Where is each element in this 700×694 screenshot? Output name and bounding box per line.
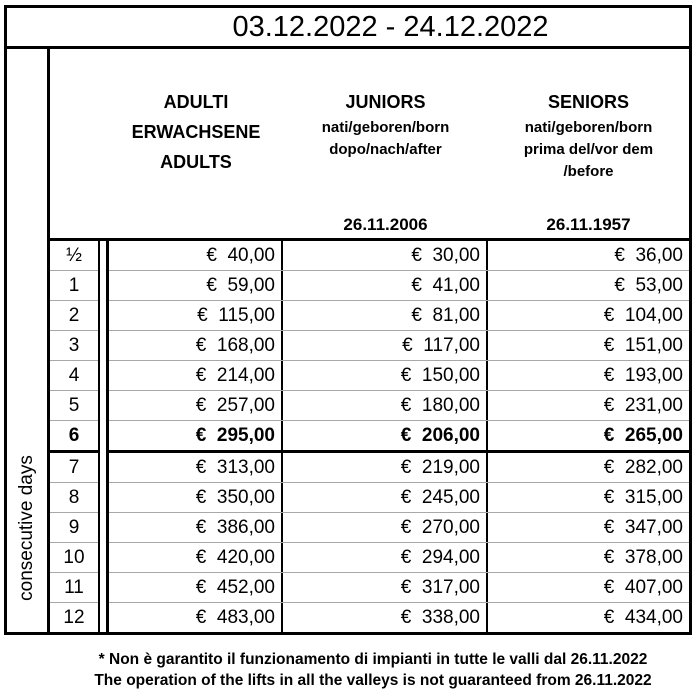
day-cell: 7	[50, 453, 98, 483]
price-table	[4, 5, 692, 635]
price-cell-juniors: € 317,00	[283, 573, 488, 602]
column-header-juniors	[283, 49, 488, 238]
adults-label-en: ADULTS	[160, 152, 232, 172]
price-cell-juniors: € 150,00	[283, 361, 488, 390]
price-cell-adults: € 40,00	[109, 241, 283, 270]
price-cell-seniors: € 104,00	[603, 304, 683, 326]
price-row	[109, 331, 689, 361]
consecutive-days-label: consecutive days	[16, 455, 37, 601]
price-cell-seniors: € 193,00	[603, 364, 683, 386]
price-cell-juniors: € 180,00	[283, 391, 488, 420]
price-row	[109, 603, 689, 632]
price-cell-seniors: € 265,00	[603, 424, 683, 446]
adults-label-it: ADULTI	[163, 92, 229, 112]
price-cell-adults: € 420,00	[109, 543, 283, 572]
juniors-subtitle-1: nati/geboren/born	[321, 119, 450, 136]
price-cell-adults: € 295,00	[109, 421, 283, 450]
day-cell: 11	[50, 573, 98, 603]
price-cell-juniors: € 81,00	[283, 301, 488, 330]
date-range-title: 03.12.2022 - 24.12.2022	[232, 10, 549, 43]
price-row	[109, 361, 689, 391]
price-cell-adults: € 257,00	[109, 391, 283, 420]
price-row	[109, 573, 689, 603]
price-cell-adults: € 350,00	[109, 483, 283, 512]
days-column	[50, 241, 100, 632]
table-main	[50, 49, 689, 632]
footnote-english: The operation of the lifts in all the valleys is not guaranteed from 26.11.2022	[94, 672, 652, 689]
price-cell-juniors: € 219,00	[283, 453, 488, 482]
juniors-subtitle-2: dopo/nach/after	[329, 141, 442, 158]
price-row	[109, 543, 689, 573]
seniors-subtitle-3: /before	[563, 163, 614, 180]
price-cell-adults: € 452,00	[109, 573, 283, 602]
day-cell: 12	[63, 606, 85, 628]
column-header-adults	[109, 49, 283, 238]
footnote-italian: * Non è garantito il funzionamento di impianti in tutte le valli dal 26.11.2022	[98, 651, 648, 668]
day-cell: 4	[50, 361, 98, 391]
price-cell-seniors: € 36,00	[614, 244, 683, 266]
column-headers	[50, 49, 689, 238]
price-cell-juniors: € 245,00	[283, 483, 488, 512]
price-cell-seniors: € 282,00	[603, 456, 683, 478]
seniors-subtitle-1: nati/geboren/born	[524, 119, 653, 136]
price-cell-juniors: € 270,00	[283, 513, 488, 542]
price-cell-seniors: € 53,00	[614, 274, 683, 296]
price-cell-adults: € 386,00	[109, 513, 283, 542]
price-cell-adults: € 483,00	[109, 603, 283, 632]
date-range-header	[7, 8, 689, 49]
price-cell-juniors: € 338,00	[283, 603, 488, 632]
price-cell-juniors: € 41,00	[283, 271, 488, 300]
price-cell-juniors: € 30,00	[283, 241, 488, 270]
price-cell-seniors: € 315,00	[603, 486, 683, 508]
day-cell: 1	[50, 271, 98, 301]
price-cell-juniors: € 294,00	[283, 543, 488, 572]
prices-grid	[106, 241, 689, 632]
price-row-emphasized	[109, 421, 689, 453]
juniors-cutoff-date: 26.11.2006	[343, 215, 428, 234]
price-row	[109, 453, 689, 483]
price-cell-adults: € 214,00	[109, 361, 283, 390]
price-cell-adults: € 313,00	[109, 453, 283, 482]
seniors-cutoff-date: 26.11.1957	[546, 215, 631, 234]
footnotes	[0, 649, 700, 691]
column-header-seniors	[488, 49, 689, 238]
consecutive-days-label-wrap	[7, 428, 47, 628]
price-row	[109, 483, 689, 513]
day-cell: 5	[50, 391, 98, 421]
day-cell: ½	[50, 241, 98, 271]
price-cell-seniors: € 378,00	[603, 546, 683, 568]
adults-label-de: ERWACHSENE	[131, 122, 261, 142]
price-cell-seniors: € 151,00	[603, 334, 683, 356]
day-cell: 3	[50, 331, 98, 361]
price-cell-seniors: € 231,00	[603, 394, 683, 416]
juniors-label: JUNIORS	[345, 92, 426, 112]
price-cell-adults: € 115,00	[109, 301, 283, 330]
day-cell: 6	[50, 421, 98, 453]
price-row	[109, 513, 689, 543]
price-cell-seniors: € 434,00	[603, 606, 683, 628]
seniors-subtitle-2: prima del/vor dem	[523, 141, 654, 158]
price-cell-adults: € 168,00	[109, 331, 283, 360]
price-cell-juniors: € 206,00	[283, 421, 488, 450]
price-row	[109, 271, 689, 301]
price-row	[109, 301, 689, 331]
price-cell-seniors: € 347,00	[603, 516, 683, 538]
seniors-label: SENIORS	[547, 92, 630, 112]
day-cell: 10	[50, 543, 98, 573]
price-cell-juniors: € 117,00	[283, 331, 488, 360]
price-cell-seniors: € 407,00	[603, 576, 683, 598]
table-body	[7, 49, 689, 632]
price-row	[109, 391, 689, 421]
price-grid	[50, 238, 689, 632]
consecutive-days-column	[7, 49, 50, 632]
price-cell-adults: € 59,00	[109, 271, 283, 300]
day-cell: 9	[50, 513, 98, 543]
day-cell: 2	[50, 301, 98, 331]
price-row	[109, 241, 689, 271]
day-cell: 8	[50, 483, 98, 513]
